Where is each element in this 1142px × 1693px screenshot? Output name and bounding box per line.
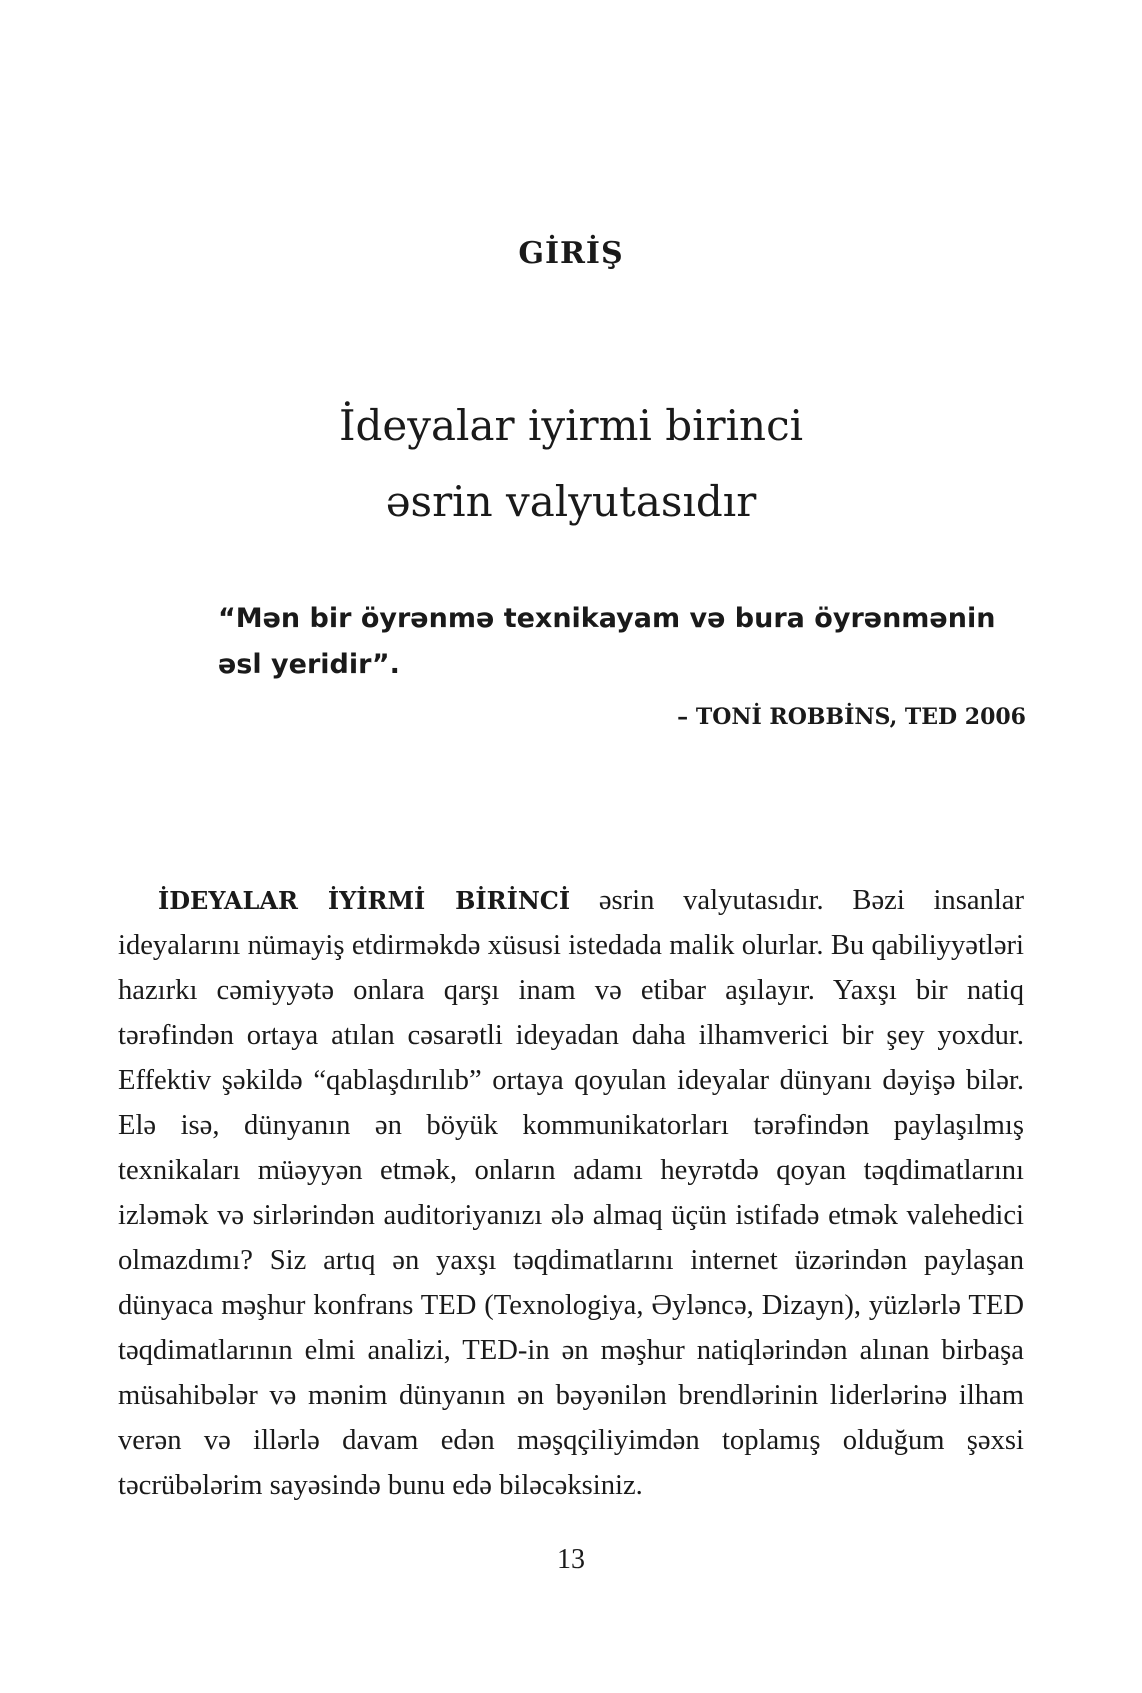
section-label: GİRİŞ [518, 236, 624, 271]
epigraph [218, 596, 1018, 688]
chapter-title [0, 388, 1142, 540]
epigraph-quote: “Mən bir öyrənmə texnikayam və bura öyrənmənin əsl yeridir”. [218, 603, 996, 680]
epigraph-source: – TONİ ROBBİNS, TED 2006 [677, 704, 1026, 730]
page-number: 13 [557, 1544, 585, 1575]
chapter-title-line-2: əsrin valyutasıdır [385, 477, 757, 526]
body-paragraph [118, 878, 1024, 1508]
body-text: əsrin valyutasıdır. Bəzi insanlar ideyalarını nümayiş etdirməkdə xüsusi istedada malik olurlar. Bu qabiliyyətləri hazırkı cəmiyyətə onlara qarşı inam və etibar aşılayır. Yaxşı bir natiq tərəfindən ortaya atılan cəsarətli ideyadan daha ilhamverici bir şey yoxdur. Effektiv şəkildə “qablaşdırılıb” ortaya qoyulan ideyalar dünyanı dəyişə bilər. Elə isə, dünyanın ən böyük kommunikatorları tərəfindən paylaşılmış texnikaları müəyyən etmək, onların adamı heyrətdə qoyan təqdimatlarını izləmək və sirlərindən auditoriyanızı ələ almaq üçün istifadə etmək valehedici olmazdımı? Siz artıq ən yaxşı təqdimatlarını internet üzərindən paylaşan dünyaca məşhur konfrans TED (Texnologiya, Əyləncə, Dizayn), yüzlərlə TED təqdimatlarının elmi analizi, TED-in ən məşhur natiqlərindən alınan birbaşa müsahibələr və mənim dünyanın ən bəyənilən brendlərinin liderlərinə ilham verən və illərlə davam edən məşqçiliyimdən toplamış olduğum şəxsi təcrübələrim sayəsində bunu edə biləcəksiniz. [118, 885, 1025, 1501]
body-lead-words: İDEYALAR İYİRMİ BİRİNCİ [158, 886, 571, 915]
chapter-title-line-1: İdeyalar iyirmi birinci [338, 401, 804, 450]
